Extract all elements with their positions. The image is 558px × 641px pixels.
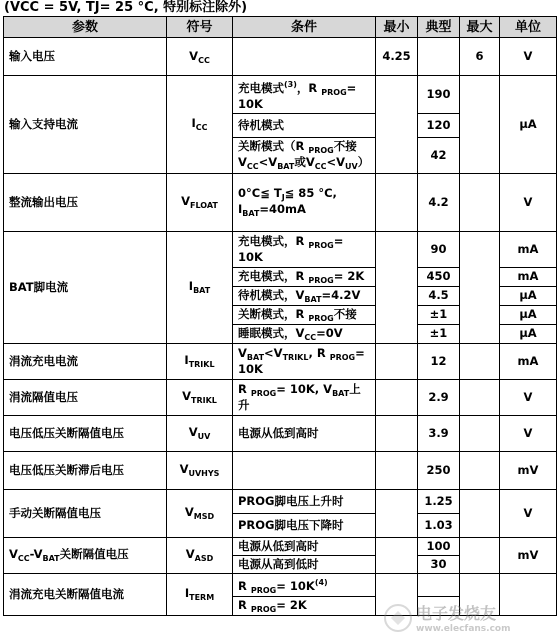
table-row bbox=[4, 38, 557, 76]
symbol-cell: $V_{FLOAT}$ bbox=[167, 173, 233, 231]
min-cell bbox=[376, 489, 418, 537]
min-cell: 4.25 bbox=[376, 38, 418, 76]
condition-cell: PROG脚电压上升时 bbox=[233, 489, 376, 513]
condition-cell: R $_{PROG}$= 2K bbox=[233, 596, 376, 615]
typ-cell bbox=[418, 38, 460, 76]
condition-cell: R $_{PROG}$= 10K, $V_{BAT}$上升 bbox=[233, 379, 376, 415]
min-cell bbox=[376, 537, 418, 573]
unit-cell: V bbox=[500, 415, 557, 451]
typ-cell: 12 bbox=[418, 343, 460, 379]
unit-cell: μA bbox=[500, 324, 557, 343]
table-row bbox=[4, 379, 557, 415]
header-max: 最大 bbox=[460, 17, 500, 38]
unit-cell: V bbox=[500, 173, 557, 231]
unit-cell: μA bbox=[500, 76, 557, 174]
symbol-cell: $V_{CC}$ bbox=[167, 38, 233, 76]
condition-cell: 充电模式$^{(3)}$，R $_{PROG}$= 10K bbox=[233, 76, 376, 114]
symbol-cell: $V_{UV}$ bbox=[167, 415, 233, 451]
param-cell: 涓流充电关断隔值电流 bbox=[4, 573, 167, 615]
condition-cell: 关断模式（R $_{PROG}$不接 $V_{CC}<V_{BAT}$或$V_{CC}<V_{UV}$） bbox=[233, 137, 376, 173]
max-cell bbox=[460, 537, 500, 573]
max-cell bbox=[460, 415, 500, 451]
condition-cell: 充电模式，R $_{PROG}$= 10K bbox=[233, 231, 376, 267]
watermark-logo-mark bbox=[391, 611, 405, 625]
symbol-cell: $V_{MSD}$ bbox=[167, 489, 233, 537]
param-cell: 整流输出电压 bbox=[4, 173, 167, 231]
typ-cell: 1.03 bbox=[418, 513, 460, 537]
param-cell: 输入支持电流 bbox=[4, 76, 167, 174]
param-cell: $V_{CC}-V_{BAT}$关断隔值电压 bbox=[4, 537, 167, 573]
max-cell: 6 bbox=[460, 38, 500, 76]
unit-cell: V bbox=[500, 38, 557, 76]
table-row bbox=[4, 343, 557, 379]
header-param: 参数 bbox=[4, 17, 167, 38]
symbol-cell: $V_{ASD}$ bbox=[167, 537, 233, 573]
electrical-characteristics-table bbox=[3, 16, 557, 616]
table-row bbox=[4, 173, 557, 231]
max-cell bbox=[460, 173, 500, 231]
param-cell: 电压低压关断隔值电压 bbox=[4, 415, 167, 451]
max-cell bbox=[460, 343, 500, 379]
condition-cell: 待机模式 bbox=[233, 113, 376, 137]
param-cell: 电压低压关断滞后电压 bbox=[4, 451, 167, 489]
unit-cell: V bbox=[500, 489, 557, 537]
condition-cell: 电源从高到低时 bbox=[233, 555, 376, 573]
header-condition: 条件 bbox=[233, 17, 376, 38]
min-cell bbox=[376, 379, 418, 415]
symbol-cell: $I_{BAT}$ bbox=[167, 231, 233, 343]
typ-cell: 42 bbox=[418, 137, 460, 173]
header-symbol: 符号 bbox=[167, 17, 233, 38]
max-cell bbox=[460, 231, 500, 343]
table-row bbox=[4, 537, 557, 555]
header-unit: 单位 bbox=[500, 17, 557, 38]
symbol-cell: $I_{TRIKL}$ bbox=[167, 343, 233, 379]
condition-cell: 电源从低到高时 bbox=[233, 415, 376, 451]
min-cell bbox=[376, 451, 418, 489]
condition-cell: 睡眠模式，$V_{CC}=0V$ bbox=[233, 324, 376, 343]
max-cell bbox=[460, 451, 500, 489]
typ-cell: 450 bbox=[418, 267, 460, 286]
typ-cell: ±1 bbox=[418, 305, 460, 324]
table-row bbox=[4, 451, 557, 489]
table-row bbox=[4, 415, 557, 451]
max-cell bbox=[460, 489, 500, 537]
condition-cell: $V_{BAT}<V_{TRIKL}$, R $_{PROG}$= 10K bbox=[233, 343, 376, 379]
param-cell: 涓流充电电流 bbox=[4, 343, 167, 379]
typ-cell: 190 bbox=[418, 76, 460, 114]
table-row bbox=[4, 489, 557, 513]
min-cell bbox=[376, 415, 418, 451]
min-cell bbox=[376, 173, 418, 231]
min-cell bbox=[376, 343, 418, 379]
watermark-url: www.elecfans.com bbox=[416, 624, 511, 634]
condition-cell: R $_{PROG}$= 10K$^{(4)}$ bbox=[233, 573, 376, 596]
unit-cell: μA bbox=[500, 286, 557, 305]
param-cell: 手动关断隔值电压 bbox=[4, 489, 167, 537]
condition-cell bbox=[233, 38, 376, 76]
typ-cell: 3.9 bbox=[418, 415, 460, 451]
table-row bbox=[4, 573, 557, 596]
param-cell: 输入电压 bbox=[4, 38, 167, 76]
condition-cell: 0°C≦ $T_J≦$ 85 °C, $I_{BAT}=40mA$ bbox=[233, 173, 376, 231]
unit-cell: mV bbox=[500, 451, 557, 489]
typ-cell bbox=[418, 573, 460, 596]
condition-cell: PROG脚电压下降时 bbox=[233, 513, 376, 537]
unit-cell: mA bbox=[500, 231, 557, 267]
symbol-cell: $V_{TRIKL}$ bbox=[167, 379, 233, 415]
typ-cell: 90 bbox=[418, 231, 460, 267]
param-cell: BAT脚电流 bbox=[4, 231, 167, 343]
typ-cell: 30 bbox=[418, 555, 460, 573]
symbol-cell: $V_{UVHYS}$ bbox=[167, 451, 233, 489]
table-row bbox=[4, 76, 557, 114]
table-row bbox=[4, 231, 557, 267]
header-min: 最小 bbox=[376, 17, 418, 38]
typ-cell: 250 bbox=[418, 451, 460, 489]
unit-cell: V bbox=[500, 379, 557, 415]
unit-cell: mV bbox=[500, 537, 557, 573]
min-cell bbox=[376, 76, 418, 174]
symbol-cell: $I_{CC}$ bbox=[167, 76, 233, 174]
unit-cell: mA bbox=[500, 343, 557, 379]
condition-cell: 电源从低到高时 bbox=[233, 537, 376, 555]
table-caption: (VCC = 5V, TJ= 25 °C, 特别标注除外) bbox=[4, 0, 248, 15]
table-header-row bbox=[4, 17, 557, 38]
watermark-text: 电子发烧友 bbox=[416, 604, 497, 623]
param-cell: 涓流隔值电压 bbox=[4, 379, 167, 415]
unit-cell: μA bbox=[500, 305, 557, 324]
typ-cell: 1.25 bbox=[418, 489, 460, 513]
max-cell bbox=[460, 76, 500, 174]
header-typ: 典型 bbox=[418, 17, 460, 38]
condition-cell: 关断模式，R $_{PROG}$不接 bbox=[233, 305, 376, 324]
max-cell bbox=[460, 379, 500, 415]
typ-cell: 4.5 bbox=[418, 286, 460, 305]
typ-cell: 2.9 bbox=[418, 379, 460, 415]
typ-cell: 4.2 bbox=[418, 173, 460, 231]
condition-cell: 充电模式，R $_{PROG}$= 2K bbox=[233, 267, 376, 286]
condition-cell bbox=[233, 451, 376, 489]
min-cell bbox=[376, 231, 418, 343]
unit-cell: mA bbox=[500, 267, 557, 286]
typ-cell: 100 bbox=[418, 537, 460, 555]
typ-cell: ±1 bbox=[418, 324, 460, 343]
symbol-cell: $I_{TERM}$ bbox=[167, 573, 233, 615]
watermark-logo bbox=[382, 601, 552, 635]
condition-cell: 待机模式，$V_{BAT}=4.2V$ bbox=[233, 286, 376, 305]
typ-cell: 120 bbox=[418, 113, 460, 137]
